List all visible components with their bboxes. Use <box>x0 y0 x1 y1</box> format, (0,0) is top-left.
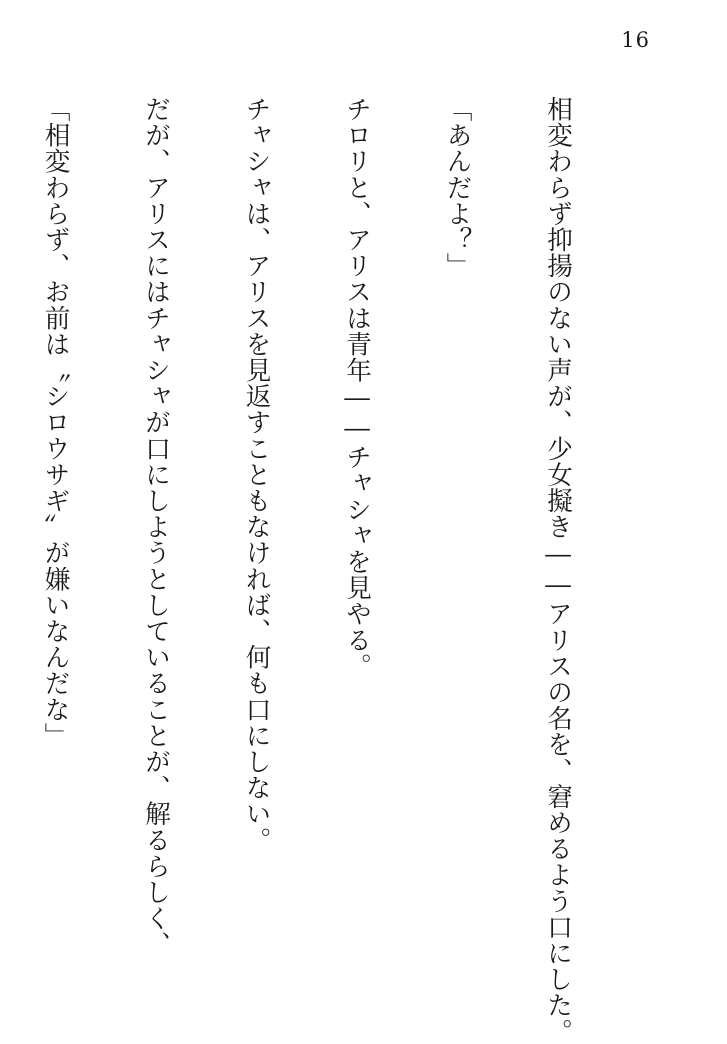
text-line: 「あんだよ？」 <box>442 96 473 279</box>
text-line: 相変わらず抑揚のない声が、少女擬き――アリスの名を、窘めるよう口にした。 <box>543 96 573 1044</box>
text-line: チャシャは、アリスを見返すこともなければ、何も口にしない。 <box>241 96 272 853</box>
page-number: 16 <box>621 28 650 52</box>
text-line: チロリと、アリスは青年――チャシャを見やる。 <box>342 96 372 679</box>
text-line: だが、アリスにはチャシャが口にしようとしていることが、解るらしく、 <box>141 96 171 958</box>
text-line: 「相変わらず、お前は〝シロウサギ〟が嫌いなんだな」 <box>40 96 71 749</box>
vertical-text-block <box>0 96 641 1044</box>
